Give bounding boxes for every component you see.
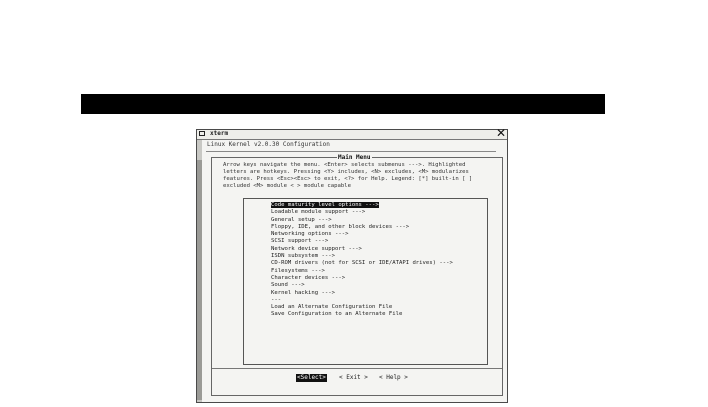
menu-item-loadable-module[interactable]: Loadable module support --->: [271, 209, 366, 216]
menu-item-kernel-hacking[interactable]: Kernel hacking --->: [271, 289, 335, 296]
exit-button[interactable]: < Exit >: [339, 374, 368, 381]
title-bar[interactable]: [197, 126, 507, 140]
help-line: Arrow keys navigate the menu. <Enter> selects submenus --->. Highlighted: [223, 162, 466, 168]
main-menu-dialog: [211, 154, 503, 396]
window-title: xterm: [210, 130, 229, 137]
help-text: [223, 162, 498, 190]
menu-item-filesystems[interactable]: Filesystems --->: [271, 267, 325, 274]
button-row: [212, 374, 502, 384]
menu-item-networking-options[interactable]: Networking options --->: [271, 231, 349, 238]
menu-items: [271, 202, 453, 319]
xterm-window: [196, 126, 508, 403]
menu-item-character-devices[interactable]: Character devices --->: [271, 274, 346, 281]
menu-item-scsi-support[interactable]: SCSI support --->: [271, 238, 329, 245]
menu-item-load-config[interactable]: Load an Alternate Configuration File: [271, 304, 393, 311]
scrollbar[interactable]: [197, 140, 202, 402]
dialog-title: Main Menu: [338, 154, 371, 161]
menu-item-save-config[interactable]: Save Configuration to an Alternate File: [271, 311, 403, 318]
menu-list-box: [243, 198, 488, 365]
menu-item-sound[interactable]: Sound --->: [271, 282, 305, 289]
help-line: letters are hotkeys. Pressing <Y> includes, <N> excludes, <M> modularizes: [223, 169, 469, 175]
close-icon[interactable]: ✕: [495, 126, 506, 140]
menu-item-block-devices[interactable]: Floppy, IDE, and other block devices --->: [271, 223, 410, 230]
select-button[interactable]: <Select>: [297, 374, 326, 381]
menu-item-cdrom[interactable]: CD-ROM drivers (not for SCSI or IDE/ATAPI drives) --->: [271, 260, 453, 267]
terminal-header: Linux Kernel v2.0.30 Configuration: [207, 141, 330, 148]
help-button[interactable]: < Help >: [379, 374, 408, 381]
window-menu-icon[interactable]: [199, 131, 205, 136]
menu-item-network-device[interactable]: Network device support --->: [271, 245, 362, 252]
help-line: excluded <M> module < > module capable: [223, 183, 351, 189]
menu-item-general-setup[interactable]: General setup --->: [271, 216, 332, 223]
scrollbar-thumb[interactable]: [197, 160, 202, 400]
black-banner: [81, 94, 605, 114]
menu-item-code-maturity[interactable]: Code maturity level options --->: [271, 202, 379, 208]
menu-separator: ---: [271, 296, 282, 303]
menu-item-isdn[interactable]: ISDN subsystem --->: [271, 253, 335, 260]
button-divider: [212, 368, 502, 369]
header-divider: [206, 151, 496, 152]
help-line: features. Press <Esc><Esc> to exit, <?> for Help. Legend: [*] built-in [ ]: [223, 176, 473, 182]
